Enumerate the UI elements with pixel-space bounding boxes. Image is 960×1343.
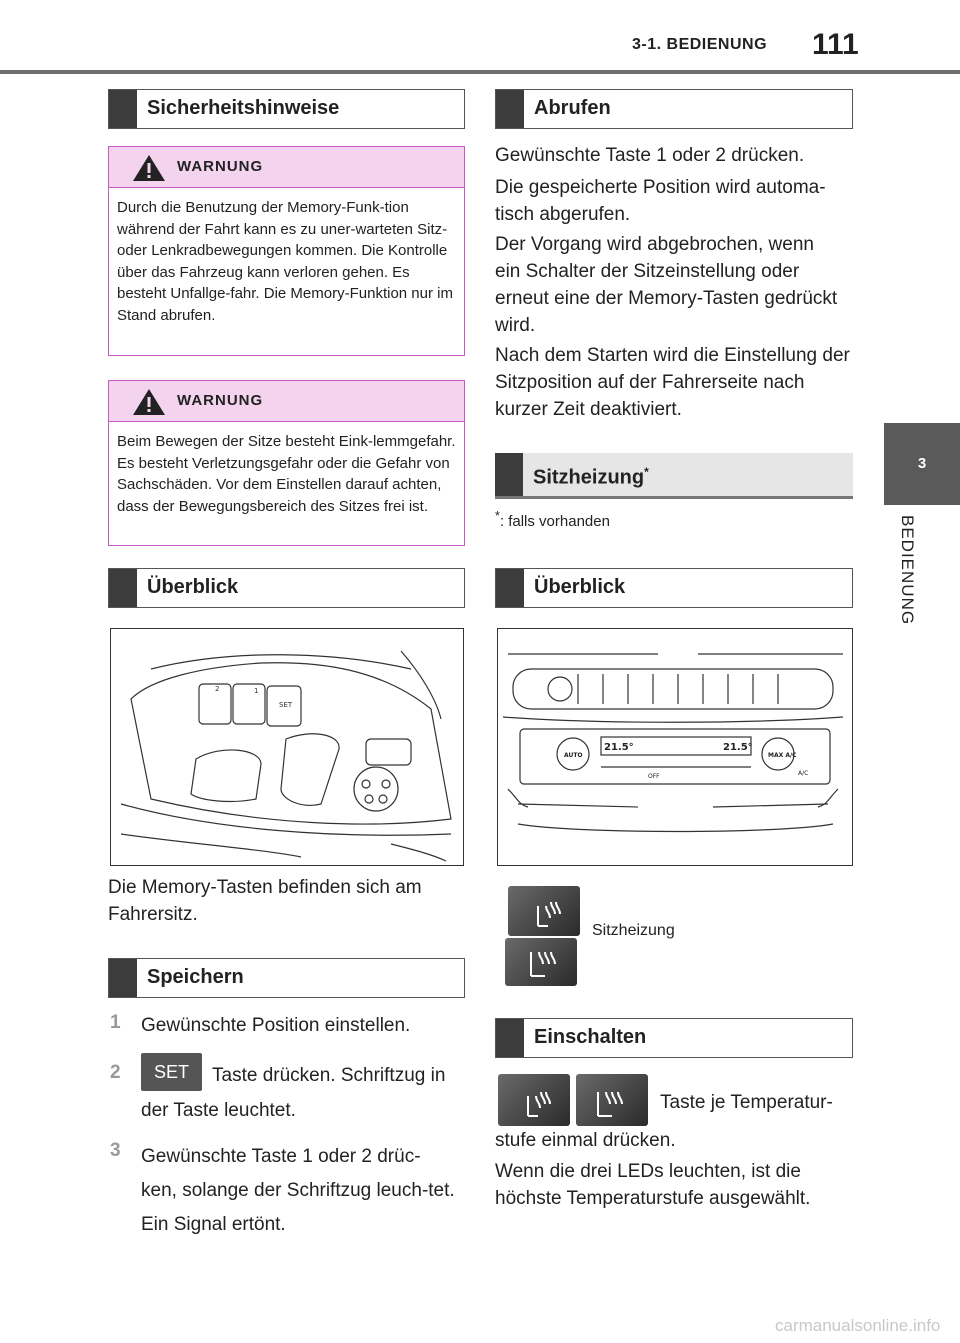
recall-para-3: Der Vorgang wird abgebrochen, wenn ein Schalter der Sitzeinstellung oder erneut eine der Memory-Tasten gedrückt wird. xyxy=(495,234,838,336)
footnote-mark: * xyxy=(495,509,500,523)
backrest-heat-icon xyxy=(576,1074,648,1126)
heading-bar xyxy=(496,569,524,607)
memory-key-2-label: 2 xyxy=(215,685,220,693)
footnote-text: : falls vorhanden xyxy=(499,513,610,530)
recall-para-1: Gewünschte Taste 1 oder 2 drücken. xyxy=(495,145,805,166)
seat-heat-icon xyxy=(508,886,580,936)
warning-title: WARNUNG xyxy=(177,158,264,175)
chapter-tab[interactable]: 3 xyxy=(884,423,960,505)
warning-triangle-icon xyxy=(131,153,167,183)
recall-heading xyxy=(495,89,853,129)
driver-temp: 21.5° xyxy=(604,742,634,753)
heading-bar xyxy=(496,1019,524,1057)
header-rule xyxy=(0,70,960,74)
seat-heating-heading xyxy=(495,453,853,499)
warning-title: WARNUNG xyxy=(177,392,264,409)
overview-heading-right xyxy=(495,568,853,608)
overview-text: Die Memory-Tasten befinden sich am Fahrersitz. xyxy=(108,877,422,925)
seat-controls-illustration xyxy=(111,629,463,865)
backrest-heat-icon xyxy=(505,938,577,986)
heading-bar xyxy=(109,959,137,997)
watermark: carmanualsonline.info xyxy=(775,1316,941,1335)
step-1-number: 1 xyxy=(110,1012,121,1033)
heading-text: Überblick xyxy=(534,576,626,598)
warning-header xyxy=(109,147,464,188)
heading-bar xyxy=(109,90,137,128)
memory-key-1-label: 1 xyxy=(254,687,259,695)
page-number: 111 xyxy=(812,28,859,61)
step-2-text-b: der Taste leuchtet. xyxy=(141,1100,296,1121)
recall-para-2: Die gespeicherte Position wird automa-tisch abgerufen. xyxy=(495,177,826,225)
heading-text: Speichern xyxy=(147,966,244,988)
set-key-button[interactable]: SET xyxy=(141,1053,202,1091)
warning-triangle-icon xyxy=(131,387,167,417)
ac-label: A/C xyxy=(798,770,809,777)
seat-heating-button-2[interactable] xyxy=(505,938,577,986)
warning-header xyxy=(109,381,464,422)
auto-label: AUTO xyxy=(564,752,583,759)
asterisk: * xyxy=(644,465,649,479)
warning-text: Beim Bewegen der Sitze besteht Eink-lemmgefahr. Es besteht Verletzungsgefahr oder die Gefahr von Sachschäden. Vor dem Einstellen darauf achten, dass der Bewegungsbereich des Sitzes frei ist. xyxy=(117,433,456,515)
heading-label: Sitzheizung xyxy=(533,466,645,489)
step-2-number: 2 xyxy=(110,1062,121,1083)
warning-text: Durch die Benutzung der Memory-Funk-tion während der Fahrt kann es zu uner-warteten Sitz- oder Lenkradbewegungen kommen. Die Kontrolle über das Fahrzeug kann verloren gehen. Es besteht Unfallge-fahr. Die Memory-Funktion nur im Stand abrufen. xyxy=(117,199,453,324)
save-heading xyxy=(108,958,465,998)
seat-heat-icon xyxy=(498,1074,570,1126)
chapter-label: BEDIENUNG xyxy=(898,515,917,626)
heading-text: Einschalten xyxy=(534,1026,647,1048)
seat-heating-key-2[interactable] xyxy=(576,1074,648,1126)
step-1-text: Gewünschte Position einstellen. xyxy=(141,1015,411,1036)
seat-heating-key-1[interactable] xyxy=(498,1074,570,1126)
enable-text-b: stufe einmal drücken. xyxy=(495,1130,676,1151)
enable-text-a: Taste je Temperatur- xyxy=(660,1092,833,1113)
enable-heading xyxy=(495,1018,853,1058)
step-2-text-a: Taste drücken. Schriftzug in xyxy=(212,1065,446,1086)
seat-heating-caption: Sitzheizung xyxy=(592,922,675,939)
climate-panel-illustration xyxy=(498,629,852,865)
section-title: 3-1. BEDIENUNG xyxy=(632,36,768,53)
seat-heating-button-1[interactable] xyxy=(508,886,580,936)
heading-bar xyxy=(109,569,137,607)
step-3-text: Gewünschte Taste 1 oder 2 drüc-ken, solange der Schriftzug leuch-tet. Ein Signal ertönt. xyxy=(141,1146,455,1235)
heading-text: Abrufen xyxy=(534,97,611,119)
recall-para-4: Nach dem Starten wird die Einstellung der Sitzposition auf der Fahrerseite nach kurzer Zeit deaktiviert. xyxy=(495,345,850,420)
heading-bar xyxy=(496,90,524,128)
seat-memory-figure xyxy=(110,628,464,866)
heading-text: Überblick xyxy=(147,576,239,598)
heading-text: Sicherheitshinweise xyxy=(147,97,340,119)
warning-box-1 xyxy=(108,146,465,356)
heading-text xyxy=(533,465,649,490)
enable-text-c: Wenn die drei LEDs leuchten, ist die höchste Temperaturstufe ausgewählt. xyxy=(495,1161,811,1209)
footnote xyxy=(495,509,610,530)
safety-heading xyxy=(108,89,465,129)
climate-panel-figure xyxy=(497,628,853,866)
step-3-number: 3 xyxy=(110,1140,121,1161)
warning-box-2 xyxy=(108,380,465,546)
heading-bar xyxy=(495,453,523,496)
memory-key-set-label: SET xyxy=(279,701,293,709)
passenger-temp: 21.5° xyxy=(723,742,753,753)
overview-heading-left xyxy=(108,568,465,608)
max-ac-label: MAX A/C xyxy=(768,752,797,759)
off-label: OFF xyxy=(648,773,660,780)
